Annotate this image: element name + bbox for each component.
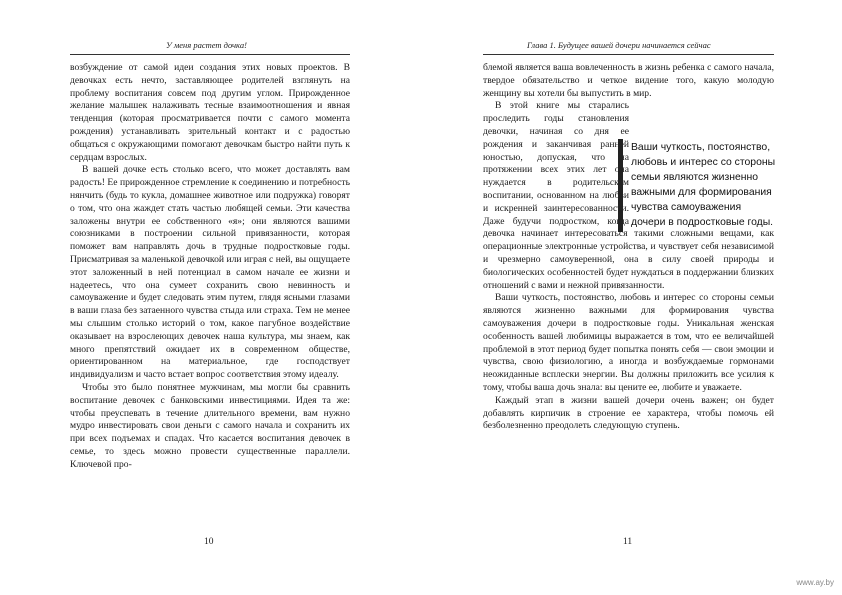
right-page-number: 11 — [623, 537, 633, 547]
left-body-text — [70, 62, 350, 472]
paragraph: блемой является ваша вовлеченность в жизнь ребенка с самого начала, твердое обязательство и четкое видение того, какую молодую женщину вы хотели бы выпустить в мир. — [483, 62, 774, 99]
paragraph: возбуждение от самой идеи создания этих новых проектов. В девочках есть нечто, заставляющее родителей взглянуть на проблему воспитания совсем под другим углом. Прирожденное желание малышек налаживать тесные взаимоотношения и явная тенденция (которая просматривается почти с самого момента рождения) устанавливать зрительный контакт и с радостью общаться с окружающими помогают девочкам быстро найти путь к сердцам взрослых. — [70, 62, 350, 163]
right-page — [421, 0, 842, 595]
paragraph: Чтобы это было понятнее мужчинам, мы могли бы сравнить воспитание девочек с банковскими инвестициями. Идея та же: чтобы преуспевать в течение длительного времени, вам нужно мудро инвестировать свои деньги с самого начала и сохранить их при всех подъемах и спадах. Что касается воспитания девочек в семье, то здесь можно провести существенные параллели. Ключевой про- — [70, 381, 350, 470]
watermark: www.ay.by — [796, 578, 834, 587]
left-running-head: У меня растет дочка! — [166, 40, 247, 50]
left-head-rule — [70, 54, 350, 55]
paragraph: Каждый этап в жизни вашей дочери очень важен; он будет добавлять кирпичик в строение ее характера, чтобы помочь ей безболезненно преодолеть следующую ступень. — [483, 394, 774, 432]
right-head-rule — [483, 54, 774, 55]
pull-quote: Ваши чуткость, постоянство, любовь и интерес со стороны семьи являются жизненно важными для формирования чувства самоуважения дочери в подростковые годы. — [618, 139, 778, 232]
right-running-head: Глава 1. Будущее вашей дочери начинается сейчас — [527, 40, 711, 50]
paragraph: В вашей дочке есть столько всего, что может доставлять вам радость! Ее прирожденное стремление к соединению и потребность нянчить (будь то кукла, домашнее животное или подружка) говорят о том, что она жаждет стать частью любящей семьи. Эти качества заложены внутри ее собственного «я»; они являются вашими союзниками в построении сильной привязанности, которая поможет вам направлять дочь в трудные подростковые годы. Присматривая за маленькой девочкой или играя с ней, вы ощущаете этот заложенный в ней потенциал в самом начале ее жизни и надеетесь, что она сумеет сохранить свою невинность и самоуважение и будет следовать этим путем, глядя ясными глазами в ваши глаза без затаенного чувства стыда или страха. Тем не менее мы слышим столько историй о том, какое пагубное воздействие оказывает на взрослеющих девочек наша культура, мы знаем, как много препятствий ожидает их в современном обществе, ориентированном на материальное, где господствует индивидуализм и часто встает вопрос соответствия этому идеалу. — [70, 164, 350, 381]
paragraph: Ваши чуткость, постоянство, любовь и интерес со стороны семьи являются жизненно важными для формирования чувства самоуважения дочери в подростковые годы. Уникальная женская особенность вашей любимицы выражается в том, что ее величайшей проблемой в этот период будет попытка понять себя — свои эмоции и чувства, свою физиологию, а иногда и возбуждаемые гормонами неожиданные всплески энергии. Вы должны приложить все усилия к тому, чтобы ваша дочь знала: вы цените ее, любите и уважаете. — [483, 292, 774, 393]
paragraph: В этой книге мы старались проследить годы становления девочки, начиная со дня ее рождения и заканчивая ранней юностью, допуская, что на протяжении всех этих лет она нуждается в родительском воспитании, основанном на любви и искренней заинтересованности. Даже будучи подростком, когда девочка начинает интересоваться такими сложными вещами, как операционные электронные устройства, и чувствует себя независимой и чрезмерно самоуверенной, она в силу своей природы и биологических особенностей будет нуждаться в поддержании близких отношений с вами и нежной привязанности. — [483, 100, 774, 291]
right-body-text — [483, 62, 774, 433]
left-page-number: 10 — [204, 537, 214, 547]
